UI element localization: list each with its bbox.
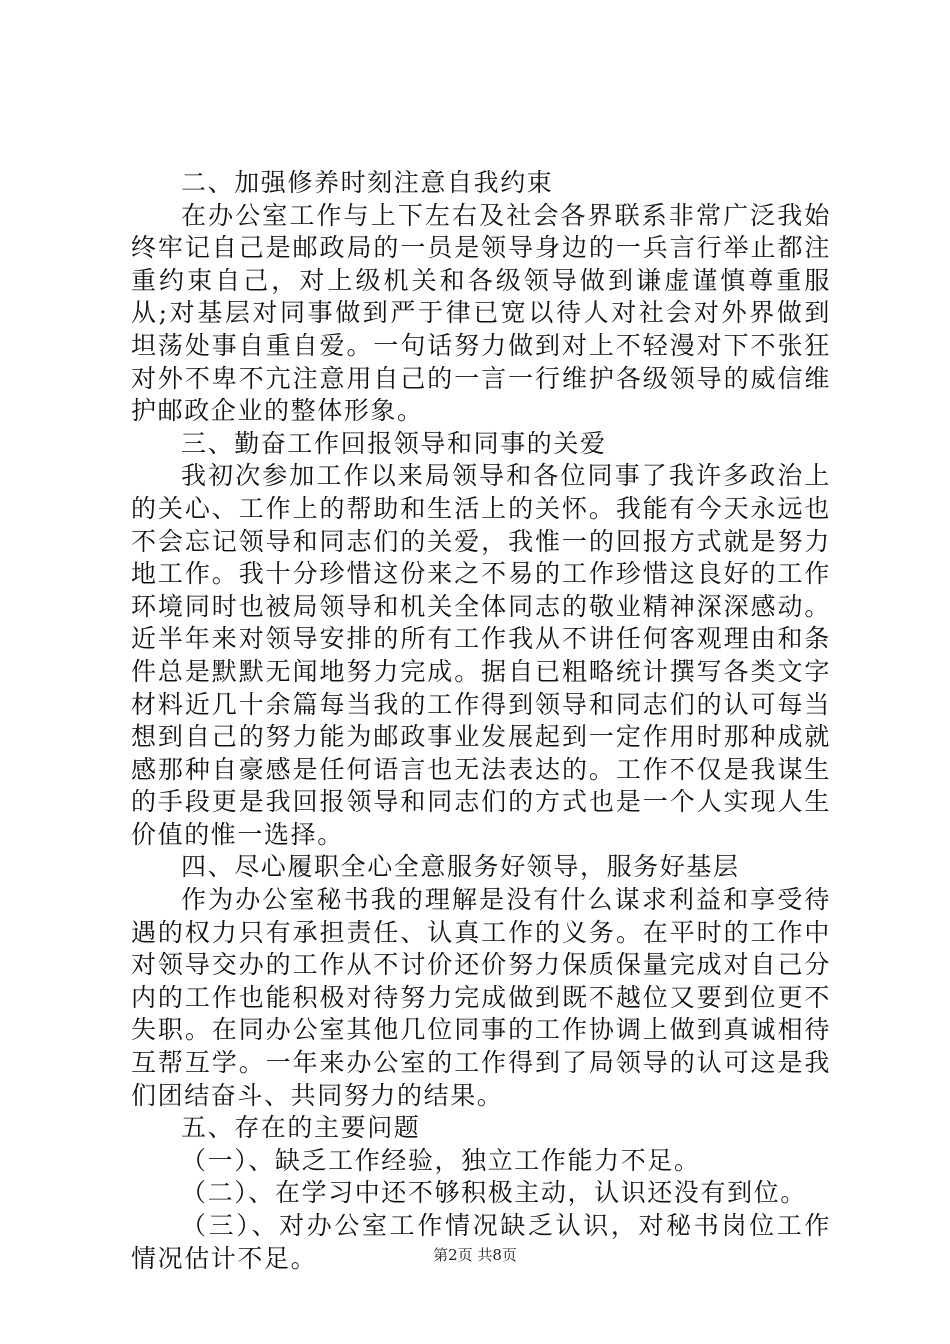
list-item: （三）、对办公室工作情况缺乏认识，对秘书岗位工作情况估计不足。 [131,1211,831,1273]
paragraph: 作为办公室秘书我的理解是没有什么谋求利益和享受待遇的权力只有承担责任、认真工作的义务。在平时的工作中对领导交办的工作从不讨价还价努力保质保量完成对自己分内的工作也能积极对待努力完成做到既不越位又要到位更不失职。在同办公室其他几位同事的工作协调上做到真诚相待互帮互学。一年来办公室的工作得到了局领导的认可这是我们团结奋斗、共同努力的结果。 [131,885,831,1110]
section-heading-5: 五、存在的主要问题 [181,1113,421,1143]
section-heading-2: 二、加强修养时刻注意自我约束 [181,168,554,197]
section-heading-3: 三、勤奋工作回报领导和同事的关爱 [181,428,607,458]
list-item: （一）、缺乏工作经验，独立工作能力不足。 [181,1145,701,1175]
document-body [131,167,831,1275]
page-footer: 第2页 共8页 [433,1246,517,1264]
list-item: （二）、在学习中还不够积极主动，认识还没有到位。 [181,1178,807,1208]
paragraph: 在办公室工作与上下左右及社会各界联系非常广泛我始终牢记自己是邮政局的一员是领导身边的一兵言行举止都注重约束自己，对上级机关和各级领导做到谦虚谨慎尊重服从;对基层对同事做到严于律已宽以待人对社会对外界做到坦荡处事自重自爱。一句话努力做到对上不轻漫对下不张狂对外不卑不亢注意用自己的一言一行维护各级领导的威信维护邮政企业的整体形象。 [131,200,831,426]
section-heading-4: 四、尽心履职全心全意服务好领导，服务好基层 [181,852,740,882]
paragraph: 我初次参加工作以来局领导和各位同事了我许多政治上的关心、工作上的帮助和生活上的关怀。我能有今天永远也不会忘记领导和同志们的关爱，我惟一的回报方式就是努力地工作。我十分珍惜这份来之不易的工作珍惜这良好的工作环境同时也被局领导和机关全体同志的敬业精神深深感动。近半年来对领导安排的所有工作我从不讲任何客观理由和条件总是默默无闻地努力完成。据自已粗略统计撰写各类文字材料近几十余篇每当我的工作得到领导和同志们的认可每当想到自己的努力能为邮政事业发展起到一定作用时那种成就感那种自豪感是任何语言也无法表达的。工作不仅是我谋生的手段更是我回报领导和同志们的方式也是一个人实现人生价值的惟一选择。 [131,461,831,849]
